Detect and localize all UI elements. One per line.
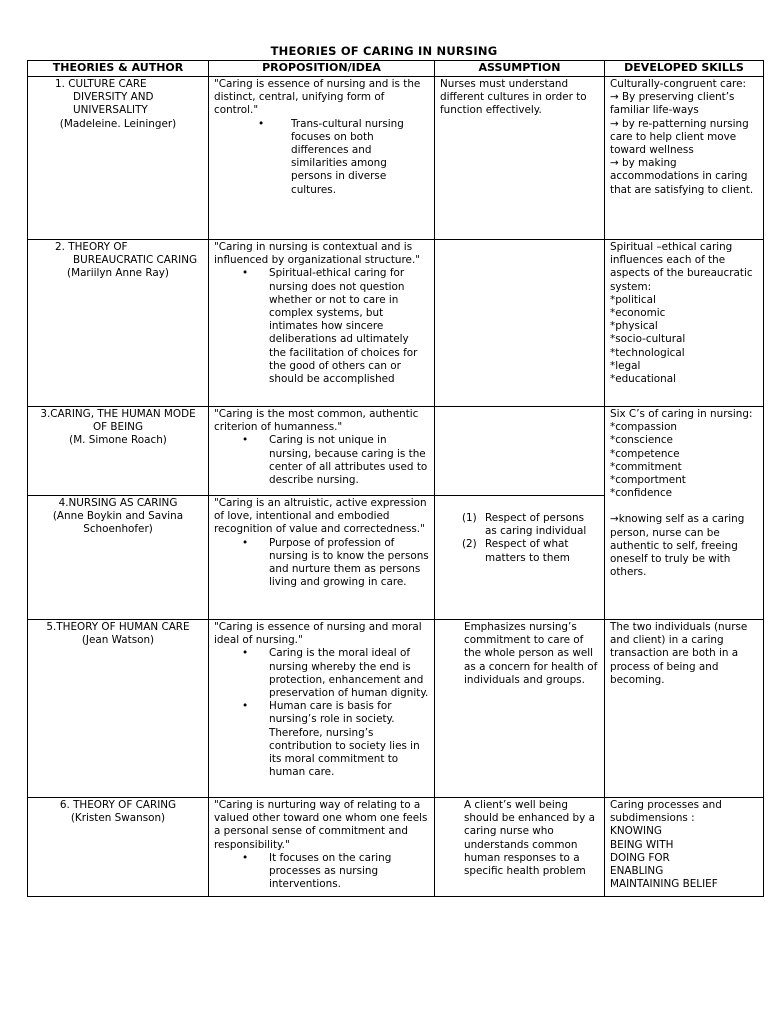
skill-line: *compassion [610,421,678,434]
proposition-bullet: • Purpose of profession of nursing is to know the persons and nurture them as persons living and growing in care. [214,537,429,590]
proposition-cell [209,496,435,620]
theory-name: 5.THEORY OF HUMAN CARE [46,621,190,633]
assumption-list [440,512,599,565]
skill-line: *technological [610,346,685,359]
skill-line: Spiritual –ethical caring influences each of the aspects of the bureaucratic system: [610,241,753,293]
proposition-cell [209,240,435,407]
skill-line: →knowing self as a caring person, nurse can be authentic to self, freeing oneself to truly be with others. [610,513,745,579]
assumption-text: Emphasizes nursing’s commitment to care of the whole person as well as a concern for health of individuals and groups. [464,621,598,686]
theory-cell [28,240,209,407]
skill-line: *conscience [610,434,673,447]
proposition-bullets [214,434,429,487]
skills-cell [605,407,764,620]
skill-line: *educational [610,373,677,386]
theory-cell [28,798,209,897]
theory-author: (Kristen Swanson) [70,812,166,825]
skill-line: *economic [610,307,666,320]
skill-line: *socio-cultural [610,333,686,346]
theory-author: (Madeleine. Leininger) [59,117,177,130]
theory-cell [28,407,209,496]
assumption-text: A client’s well being should be enhanced by a caring nurse who understands common human responses to a specific health problem [464,799,595,878]
theory-cell [28,496,209,620]
skill-line: The two individuals (nurse and client) in a caring transaction are both in a process of being and becoming. [610,621,748,686]
assumption-cell [435,407,605,496]
header-skills: DEVELOPED SKILLS [605,61,764,77]
skill-line: → by re-patterning nursing care to help client move toward wellness [610,117,749,157]
proposition-bullet: • Caring is not unique in nursing, because caring is the center of all attributes used to describe nursing. [214,434,429,487]
proposition-quote: "Caring in nursing is contextual and is influenced by organizational structure." [214,241,421,267]
skill-line: *confidence [610,487,673,500]
skill-line: DOING FOR [610,851,670,864]
assumption-cell [435,496,605,620]
theory-cell [28,620,209,798]
proposition-quote: "Caring is nurturing way of relating to a valued other toward one whom one feels a personal sense of commitment and responsibility." [214,799,428,851]
table-row [28,240,764,407]
theory-author: (Mariilyn Anne Ray) [67,267,169,280]
proposition-bullet: • Human care is basis for nursing’s role in society. Therefore, nursing’s contribution to society lies in its moral commitment to human care. [214,700,429,779]
item-text: Respect of persons as caring individual [485,512,587,538]
skills-cell [605,240,764,407]
theory-author: (M. Simone Roach) [69,434,167,447]
skill-line: *physical [610,320,658,333]
table-header-row [28,61,764,77]
table-row [28,407,764,496]
skill-line: Culturally-congruent care: [610,78,746,90]
proposition-cell [209,798,435,897]
header-proposition: PROPOSITION/IDEA [209,61,435,77]
proposition-bullets [214,537,429,590]
proposition-bullet: • It focuses on the caring processes as nursing interventions. [214,852,429,892]
proposition-bullets [214,118,429,197]
skill-line: Caring processes and subdimensions : [610,799,722,825]
skill-line: *political [610,293,656,306]
skill-line: → By preserving client’s familiar life-ways [610,91,735,117]
proposition-quote: "Caring is essence of nursing and is the distinct, central, unifying form of control." [214,78,421,117]
theories-table [27,60,764,897]
assumption-cell [435,798,605,897]
skills-cell [605,77,764,240]
proposition-quote: "Caring is an altruistic, active expression of love, intentional and embodied recognition of value and correctedness." [214,497,427,536]
assumption-item [440,512,599,538]
proposition-cell [209,620,435,798]
header-theory: THEORIES & AUTHOR [28,61,209,77]
theory-author: (Jean Watson) [81,634,155,647]
theory-cell [28,77,209,240]
proposition-bullet: • Trans-cultural nursing focuses on both differences and similarities among persons in diverse cultures. [214,118,429,197]
table-row [28,77,764,240]
skill-line: ENABLING [610,865,664,878]
item-number: (2) [462,538,477,551]
proposition-bullets [214,267,429,386]
proposition-bullets [214,647,429,779]
assumption-item [440,538,599,564]
proposition-quote: "Caring is the most common, authentic criterion of humanness." [214,408,419,434]
skill-line: → by making accommodations in caring that are satisfying to client. [610,157,754,196]
proposition-bullet: • Spiritual-ethical caring for nursing does not question whether or not to care in complex systems, but intimates how sincere deliberations ad ultimately the facilitation of choices for the good of others can or should be accomplished [214,267,429,386]
skills-cell [605,798,764,897]
assumption-cell [435,77,605,240]
proposition-bullets [214,852,429,892]
theory-name: 3.CARING, THE HUMAN MODE OF BEING [40,408,196,434]
assumption-cell [435,620,605,798]
theory-name: 1. CULTURE CARE DIVERSITY AND UNIVERSALITY [55,78,154,117]
skill-line: KNOWING [610,825,662,838]
skill-line: *commitment [610,460,682,473]
assumption-text: Nurses must understand different cultures in order to function effectively. [440,78,587,117]
table-row [28,620,764,798]
theory-name: 6. THEORY OF CARING [59,799,177,811]
skills-cell [605,620,764,798]
skill-line: *competence [610,447,680,460]
theory-name: 4.NURSING AS CARING [58,497,178,509]
theory-author: (Anne Boykin and Savina Schoenhofer) [52,510,184,536]
header-assumption: ASSUMPTION [435,61,605,77]
skills-intro: Six C’s of caring in nursing: [610,408,753,420]
proposition-bullet: • Caring is the moral ideal of nursing whereby the end is protection, enhancement and preservation of human dignity. [214,647,429,700]
skill-line: *comportment [610,474,686,487]
proposition-cell [209,407,435,496]
theory-name: 2. THEORY OF BUREAUCRATIC CARING [55,241,198,267]
skill-line: BEING WITH [610,838,674,851]
proposition-cell [209,77,435,240]
table-row [28,798,764,897]
document-title: THEORIES OF CARING IN NURSING [270,44,498,58]
proposition-quote: "Caring is essence of nursing and moral ideal of nursing." [214,621,422,647]
item-text: Respect of what matters to them [485,538,570,564]
assumption-cell [435,240,605,407]
skill-line: MAINTAINING BELIEF [610,878,718,891]
skill-line: *legal [610,359,641,372]
item-number: (1) [462,512,477,524]
